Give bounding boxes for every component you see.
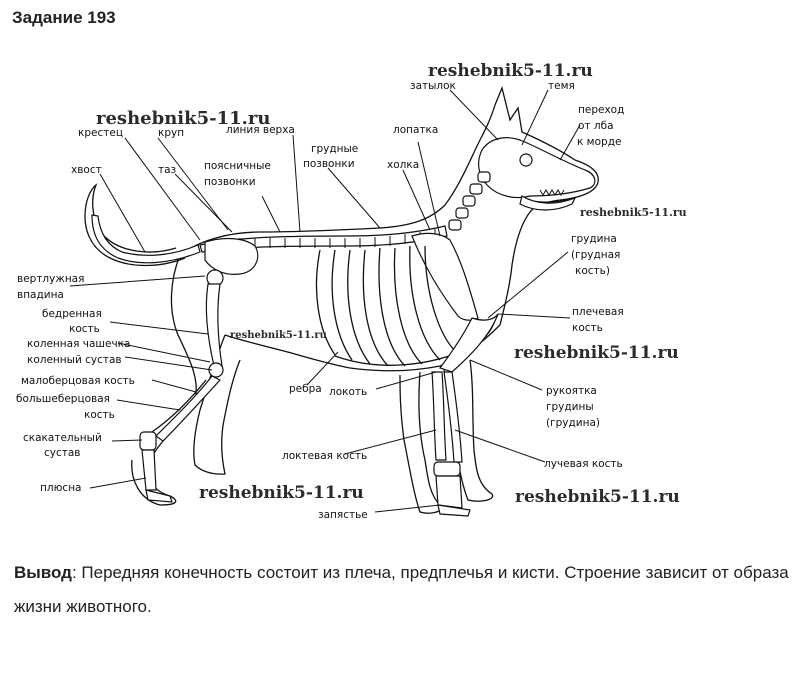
label-perekhod-2: от лба <box>578 120 614 132</box>
label-grudina-2: (грудная <box>571 249 621 261</box>
label-poyasnichnye-2: позвонки <box>204 176 256 188</box>
watermark-text: reshebnik5-11.ru <box>199 483 364 503</box>
label-krestets: крестец <box>78 127 123 139</box>
label-grudina-1: грудина <box>571 233 617 245</box>
label-zapyaste: запястье <box>318 509 368 521</box>
label-plusna: плюсна <box>40 482 82 494</box>
conclusion-paragraph <box>14 556 800 624</box>
label-kolennaya-chashechka: коленная чашечка <box>27 338 131 350</box>
task-title: Задание 193 <box>12 8 116 27</box>
label-holka: холка <box>387 159 420 171</box>
label-lopatka: лопатка <box>393 124 439 136</box>
label-bedrennaya-1: бедренная <box>42 308 102 320</box>
watermark-text: reshebnik5-11.ru <box>514 343 679 363</box>
label-bolsheberzovaya-1: большеберцовая <box>16 393 110 405</box>
label-perekhod-1: переход <box>578 104 625 116</box>
watermark-text: reshebnik5-11.ru <box>428 61 593 81</box>
label-plechevaya-2: кость <box>572 322 603 334</box>
label-linia-verha: линия верха <box>226 124 295 136</box>
label-bedrennaya-2: кость <box>69 323 100 335</box>
label-rebra: ребра <box>289 383 322 395</box>
label-skakatelny-2: сустав <box>44 447 81 459</box>
label-grudnye-1: грудные <box>311 143 359 155</box>
label-grudnye-2: позвонки <box>303 158 355 170</box>
label-skakatelny-1: скакательный <box>23 432 102 444</box>
label-lokot: локоть <box>329 386 368 398</box>
label-bolsheberzovaya-2: кость <box>84 409 115 421</box>
watermark-text: reshebnik5-11.ru <box>230 330 327 341</box>
label-plechevaya-1: плечевая <box>572 306 624 318</box>
label-maloberzovaya: малоберцовая кость <box>21 375 135 387</box>
label-hvost: хвост <box>71 164 102 176</box>
label-vertluzhnaya-1: вертлужная <box>17 273 85 285</box>
label-loktevaya: локтевая кость <box>282 450 368 462</box>
label-grudina-3: кость) <box>575 265 610 277</box>
watermark-text: reshebnik5-11.ru <box>580 206 687 219</box>
label-rukoyatka-1: рукоятка <box>546 385 597 397</box>
label-temya: темя <box>548 80 575 92</box>
label-perekhod-3: к морде <box>577 136 622 148</box>
label-luchevaya: лучевая кость <box>544 458 623 470</box>
label-rukoyatka-2: грудины <box>546 401 594 413</box>
label-krup: круп <box>158 127 185 139</box>
conclusion-label: Вывод <box>14 563 72 582</box>
conclusion-text: : Передняя конечность состоит из плеча, предплечья и кисти. Строение зависит от образа жизни животного. <box>14 563 789 616</box>
watermark-text: reshebnik5-11.ru <box>96 108 271 129</box>
label-poyasnichnye-1: поясничные <box>204 160 271 172</box>
label-zatylok: затылок <box>410 80 456 92</box>
label-vertluzhnaya-2: впадина <box>17 289 64 301</box>
label-rukoyatka-3: (грудина) <box>546 417 600 429</box>
label-taz: таз <box>158 164 177 176</box>
label-kolenny-sustav: коленный сустав <box>27 354 122 366</box>
watermark-text: reshebnik5-11.ru <box>515 487 680 507</box>
